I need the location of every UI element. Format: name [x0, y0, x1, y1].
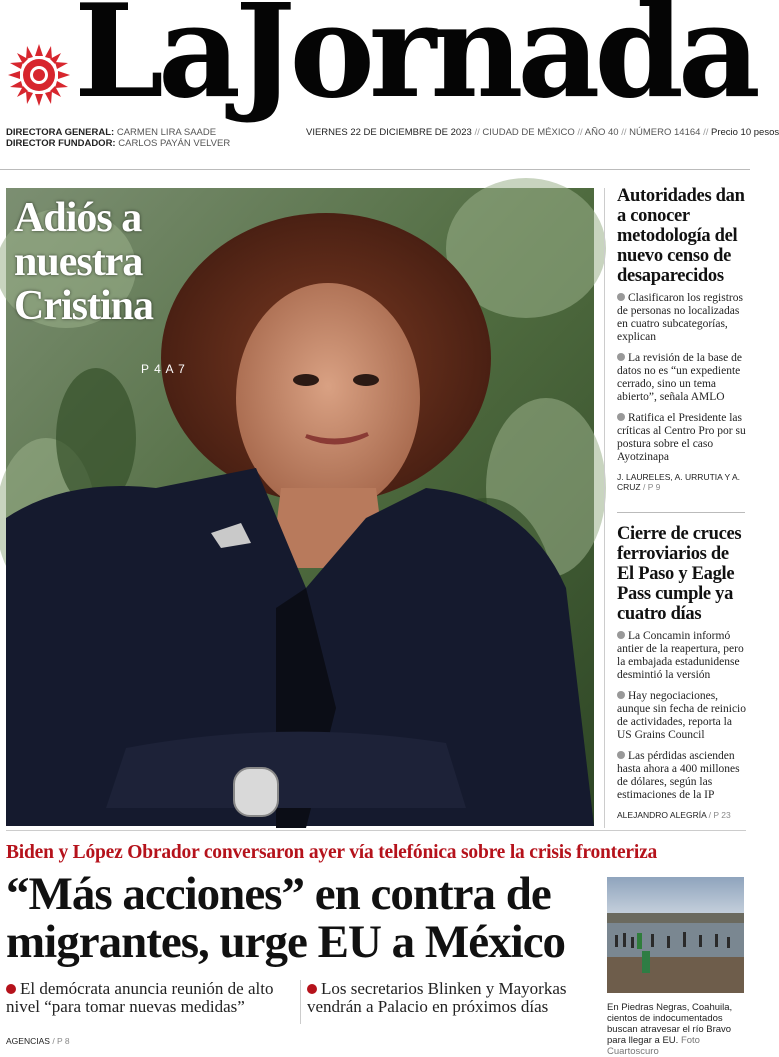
sidebar-headline[interactable]: Autoridades dan a conocer metodología del nuevo censo de desaparecidos	[617, 186, 745, 286]
deck-item	[307, 980, 599, 1016]
issue-city: CIUDAD DE MÉXICO	[482, 127, 575, 138]
list-item	[617, 292, 747, 344]
river-crossing-image	[607, 877, 744, 993]
divider	[6, 830, 746, 831]
bullet-icon	[617, 691, 625, 699]
sidebar-bullets	[617, 630, 747, 802]
separator: //	[621, 127, 627, 138]
deck-text: Los secretarios Blinken y Mayorkas vendrán a Palacio en próximos días	[307, 979, 567, 1016]
byline	[617, 472, 747, 492]
sidebar-bullets	[617, 292, 747, 464]
bullet-icon	[6, 984, 16, 994]
list-item	[617, 690, 747, 742]
bullet-icon	[307, 984, 317, 994]
sidebar-story[interactable]	[617, 524, 747, 820]
bullet-text: Hay negociaciones, aunque sin fecha de reinicio de actividades, reporta la US Grains Council	[617, 690, 746, 741]
bullet-text: Ratifica el Presidente las críticas al Centro Pro por su postura sobre el caso Ayotzinapa	[617, 412, 746, 463]
photo-caption	[607, 1002, 747, 1057]
page-ref[interactable]: / P 23	[708, 810, 731, 820]
staff-name: CARMEN LIRA SAADE	[116, 127, 217, 138]
caption-text: En Piedras Negras, Coahuila, cientos de indocumentados buscan atravesar el río Bravo para llegar a EU.	[607, 1002, 733, 1046]
masthead-title[interactable]: LaJornada	[74, 0, 755, 127]
main-kicker[interactable]: Biden y López Obrador conversaron ayer vía telefónica sobre la crisis fronteriza	[6, 842, 658, 863]
staff-role: DIRECTOR FUNDADOR:	[6, 138, 116, 149]
separator: //	[577, 127, 583, 138]
main-headline-line: “Más acciones” en contra de	[6, 868, 551, 920]
staff-line	[6, 127, 230, 138]
column-divider	[604, 188, 605, 828]
bullet-text: La Concamin informó antier de la reapertura, pero la embajada estadunidense desmintió la versión	[617, 630, 744, 681]
bullet-icon	[617, 413, 625, 421]
issue-number: NÚMERO 14164	[629, 127, 701, 138]
bullet-text: Las pérdidas ascienden hasta ahora a 400 millones de dólares, según las estimaciones de la IP	[617, 750, 740, 801]
main-headline[interactable]	[6, 870, 606, 966]
lead-page-ref[interactable]: P 4 A 7	[141, 362, 186, 376]
list-item	[617, 352, 747, 404]
deck-item	[6, 980, 294, 1016]
lead-headline-line: Cristina	[14, 283, 153, 329]
masthead	[0, 0, 779, 170]
staff-box	[6, 127, 230, 149]
staff-line	[6, 138, 230, 149]
lead-headline[interactable]	[14, 196, 214, 328]
list-item	[617, 750, 747, 802]
list-item	[617, 412, 747, 464]
border-photo[interactable]	[607, 877, 744, 993]
divider	[300, 980, 301, 1024]
lead-headline-line: nuestra	[14, 239, 143, 285]
separator: //	[703, 127, 709, 138]
staff-role: DIRECTORA GENERAL:	[6, 127, 115, 138]
page-ref[interactable]: / P 9	[642, 482, 661, 492]
dateline	[306, 127, 779, 138]
byline-names: ALEJANDRO ALEGRÍA	[617, 810, 707, 820]
byline	[617, 810, 747, 820]
issue-year: AÑO 40	[584, 127, 619, 138]
list-item	[617, 630, 747, 682]
separator: //	[474, 127, 480, 138]
deck-text: El demócrata anuncia reunión de alto nivel “para tomar nuevas medidas”	[6, 979, 274, 1016]
issue-date: VIERNES 22 DE DICIEMBRE DE 2023	[306, 127, 472, 138]
lead-headline-line: Adiós a	[14, 195, 142, 241]
byline-names: AGENCIAS	[6, 1036, 50, 1046]
divider	[617, 512, 745, 513]
sun-logo-icon	[6, 42, 72, 108]
main-headline-line: migrantes, urge EU a México	[6, 916, 566, 968]
bullet-icon	[617, 631, 625, 639]
bullet-text: Clasificaron los registros de personas no localizadas en cuatro subcategorías, explican	[617, 292, 743, 343]
sidebar-story[interactable]	[617, 186, 747, 492]
sidebar-headline[interactable]: Cierre de cruces ferroviarios de El Paso y Eagle Pass cumple ya cuatro días	[617, 524, 742, 624]
bullet-text: La revisión de la base de datos no es “un expediente cerrado, sino un tema abierto”, señala AMLO	[617, 352, 742, 403]
bullet-icon	[617, 751, 625, 759]
issue-price: Precio 10 pesos	[710, 127, 779, 138]
page-ref[interactable]: / P 8	[52, 1036, 70, 1046]
bullet-icon	[617, 293, 625, 301]
photo-credit: Foto Cuartoscuro	[607, 1035, 700, 1057]
bullet-icon	[617, 353, 625, 361]
staff-name: CARLOS PAYÁN VELVER	[118, 138, 231, 149]
byline	[6, 1036, 70, 1046]
byline-names: J. LAURELES, A. URRUTIA Y A. CRUZ	[617, 472, 740, 492]
